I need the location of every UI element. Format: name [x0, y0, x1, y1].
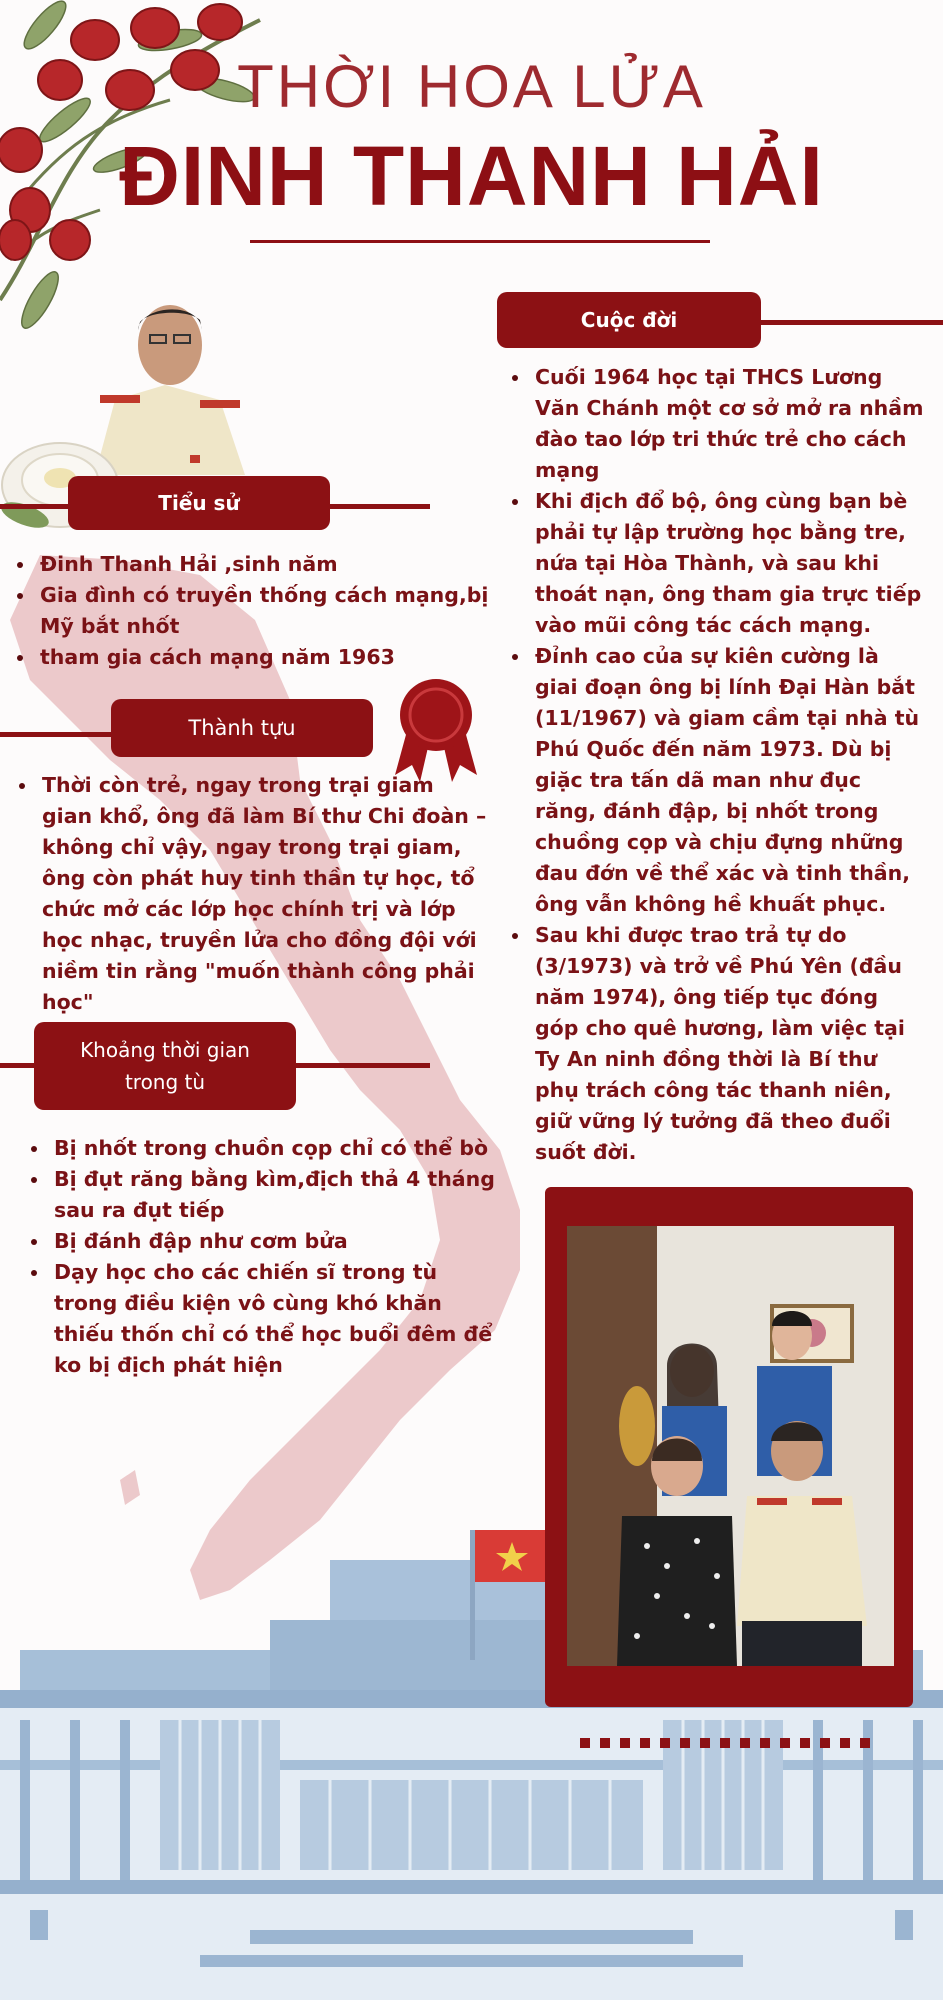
list-item: • Khi địch đổ bộ, ông cùng bạn bè phải tự lập trường học bằng tre, nứa tại Hòa Thành, và sau khi thoát nạn, ông tham gia trực tiếp vào mũi công tác cách mạng.: [531, 486, 928, 641]
list-item: • Sau khi được trao trả tự do (3/1973) và trở về Phú Yên (đầu năm 1974), ông tiếp tục đóng góp cho quê hương, làm việc tại Ty An ninh đồng thời là Bí thư phụ trách công tác thanh niên, giữ vững lý tưởng đã theo đuổi suốt đời.: [531, 920, 928, 1168]
officer-portrait: [95, 305, 245, 475]
list-item: • Bị đụt răng bằng kìm,địch thả 4 tháng sau ra đụt tiếp: [50, 1164, 500, 1226]
section-heading-tieu-su: Tiểu sử: [68, 476, 330, 530]
supertitle: THỜI HOA LỬA: [237, 53, 706, 120]
list-item: • tham gia cách mạng năm 1963: [36, 642, 508, 673]
list-item: • Đỉnh cao của sự kiên cường là giai đoạn ông bị lính Đại Hàn bắt (11/1967) và giam cầm tại nhà tù Phú Quốc đến năm 1973. Dù bị giặc tra tấn dã man như đục răng, đánh đập, bị nhốt trong chuồng cọp và chịu đựng những đau đớn về thể xác và tinh thần, ông vẫn không hề khuất phục.: [531, 641, 928, 920]
cuoc-doi-list: [503, 362, 928, 1168]
list-item: • Bị đánh đập như cơm bửa: [50, 1226, 500, 1257]
thanh-tuu-list: [10, 770, 488, 1018]
list-item: • Đinh Thanh Hải ,sinh năm: [36, 549, 508, 580]
tieu-su-list: [8, 549, 508, 673]
list-item: • Cuối 1964 học tại THCS Lương Văn Chánh một cơ sở mở ra nhầm đào tao lớp tri thức trẻ cho cách mạng: [531, 362, 928, 486]
list-item: • Bị nhốt trong chuồn cọp chỉ có thể bò: [50, 1133, 500, 1164]
page-title: ĐINH THANH HẢI: [119, 129, 824, 223]
heading-line: trong tù: [124, 1070, 206, 1094]
list-item: • Gia đình có truyền thống cách mạng,bị Mỹ bắt nhốt: [36, 580, 508, 642]
list-item: • Thời còn trẻ, ngay trong trại giam gian khổ, ông đã làm Bí thư Chi đoàn – không chỉ vậy, ngay trong trại giam, ông còn phát huy tinh thần tự học, tổ chức mở các lớp học chính trị và lớp học nhạc, truyền lửa cho đồng đội với niềm tin rằng "muốn thành công phải học": [38, 770, 488, 1018]
award-ribbon-icon: [395, 679, 477, 782]
family-photo: [567, 1226, 894, 1666]
section-heading-thanh-tuu: Thành tựu: [111, 699, 373, 757]
khoang-thoi-gian-list: [22, 1133, 500, 1381]
section-heading-cuoc-doi: Cuộc đời: [497, 292, 761, 348]
decorative-stripe: [580, 1738, 880, 1748]
list-item: • Dạy học cho các chiến sĩ trong tù trong điều kiện vô cùng khó khăn thiếu thốn chỉ có thể học buổi đêm để ko bị địch phát hiện: [50, 1257, 500, 1381]
heading-line: Khoảng thời gian: [80, 1038, 250, 1062]
title-divider: [250, 240, 710, 243]
section-heading-khoang-thoi-gian: [34, 1022, 296, 1110]
